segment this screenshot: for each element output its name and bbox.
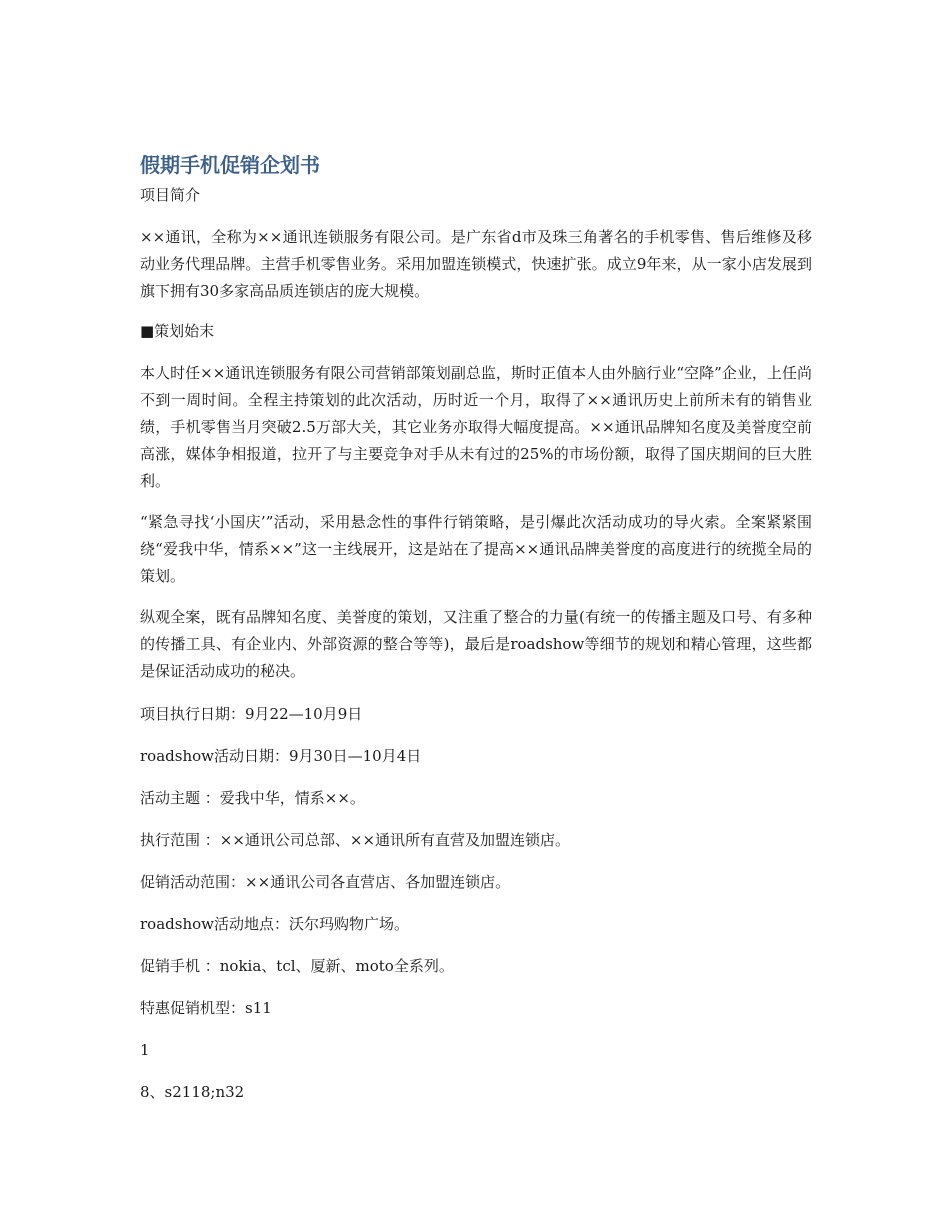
body-paragraph: 本人时任××通讯连锁服务有限公司营销部策划副总监，斯时正值本人由外脑行业“空降”企业，上任尚不到一周时间。全程主持策划的此次活动，历时近一个月，取得了××通讯历史上前所未有的销售业绩，手机零售当月突破2.5万部大关，其它业务亦取得大幅度提高。××通讯品牌知名度及美誉度空前高涨，媒体争相报道，拉开了与主要竞争对手从未有过的25%的市场份额，取得了国庆期间的巨大胜利。: [140, 364, 812, 490]
section-heading: ■策划始末: [140, 322, 215, 340]
info-line: roadshow活动日期：9月30日—10月4日: [140, 747, 422, 765]
body-paragraph: 纵观全案，既有品牌知名度、美誉度的策划，又注重了整合的力量(有统一的传播主题及口号、有多种的传播工具、有企业内、外部资源的整合等等)，最后是roadshow等细节的规划和精心管理，这些都是保证活动成功的秘决。: [140, 608, 812, 680]
info-line: 1: [140, 1041, 150, 1059]
section-subtitle: 项目简介: [140, 186, 201, 204]
info-line: 促销手机 ：nokia、tcl、厦新、moto全系列。: [140, 957, 454, 975]
body-paragraph: “紧急寻找‘小国庆’”活动，采用悬念性的事件行销策略，是引爆此次活动成功的导火索。全案紧紧围绕“爱我中华，情系××”这一主线展开，这是站在了提高××通讯品牌美誉度的高度进行的统揽全局的策划。: [140, 513, 812, 585]
info-line: 项目执行日期：9月22—10月9日: [140, 705, 363, 723]
document-page: [140, 150, 812, 1123]
document-title: 假期手机促销企划书: [140, 153, 320, 177]
info-line: 执行范围 ：××通讯公司总部、××通讯所有直营及加盟连锁店。: [140, 831, 571, 849]
info-line: 8、s2118;n32: [140, 1083, 245, 1101]
project-info-list: [140, 703, 812, 1103]
info-line: roadshow活动地点：沃尔玛购物广场。: [140, 915, 409, 933]
info-line: 特惠促销机型：s11: [140, 999, 272, 1017]
info-line: 促销活动范围：××通讯公司各直营店、各加盟连锁店。: [140, 873, 511, 891]
intro-paragraph: ××通讯，全称为××通讯连锁服务有限公司。是广东省d市及珠三角著名的手机零售、售后维修及移动业务代理品牌。主营手机零售业务。采用加盟连锁模式，快速扩张。成立9年来，从一家小店发展到旗下拥有30多家高品质连锁店的庞大规模。: [140, 228, 812, 300]
info-line: 活动主题 ：爱我中华，情系××。: [140, 789, 365, 807]
